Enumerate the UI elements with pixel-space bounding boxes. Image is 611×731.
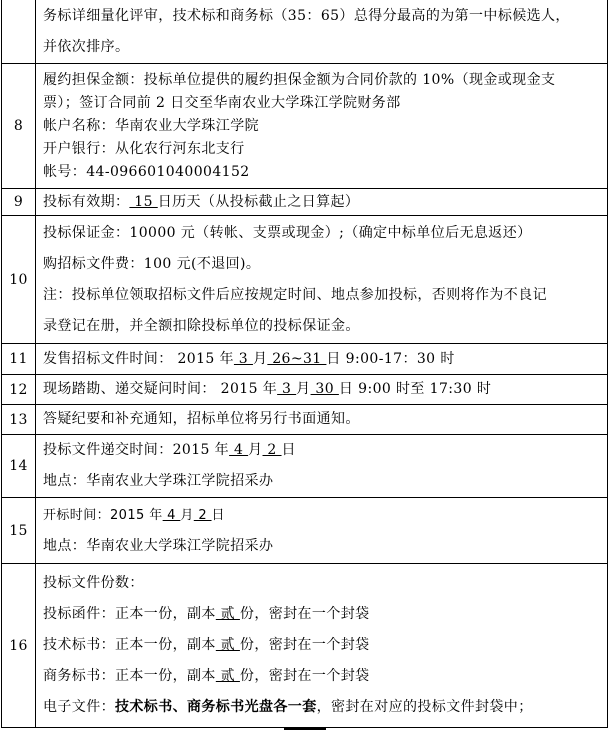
label-text: 日 9:00 时至 17:30 时	[338, 381, 492, 397]
label-text: 日历天（从投标截止之日算起）	[157, 193, 360, 210]
month-value: 4	[229, 442, 249, 458]
row-content	[36, 435, 608, 498]
copies-count: 贰	[215, 637, 240, 653]
row-content	[36, 564, 608, 728]
label-text: 投标文件递交时间：2015 年	[43, 442, 230, 458]
table-row	[2, 498, 608, 564]
row-content	[36, 498, 608, 564]
label-text: 月	[180, 507, 194, 523]
row-number: 16	[2, 564, 36, 728]
row-number: 10	[2, 216, 36, 344]
text-line: 答疑纪要和补充通知，招标单位将另行书面通知。	[43, 411, 360, 427]
row-content	[36, 344, 608, 375]
text-line: 开户银行：从化农行河东北支行	[43, 140, 245, 157]
row-number: 12	[2, 375, 36, 405]
row-content	[36, 405, 608, 435]
label-text: 月	[296, 381, 311, 397]
day-value: 2	[193, 507, 212, 523]
row-content	[36, 64, 608, 189]
table-row	[2, 405, 608, 435]
copies-count: 贰	[215, 606, 240, 622]
text-line: 票）；签订合同前 2 日交至华南农业大学珠江学院财务部	[43, 94, 401, 111]
table-row	[2, 344, 608, 375]
text-line: 录登记在册，并全额扣除投标单位的投标保证金。	[43, 317, 360, 334]
table-row	[2, 189, 608, 216]
location-text: 地点：华南农业大学珠江学院招采办	[43, 537, 274, 554]
day-value: 2	[262, 442, 282, 458]
validity-days: 15	[129, 193, 158, 210]
month-value: 3	[233, 350, 253, 367]
text-line: 帐户名称：华南农业大学珠江学院	[43, 117, 259, 134]
section-title: 投标文件份数：	[43, 575, 144, 591]
page-edge-mark	[284, 728, 326, 730]
row-content	[36, 216, 608, 344]
text-line: 履约担保金额：投标单位提供的履约担保金额为合同价款的 10%（现金或现金支	[43, 71, 556, 88]
label-text: 日	[211, 507, 225, 523]
label-text: 日	[281, 442, 296, 458]
row-number: 11	[2, 344, 36, 375]
table-row	[2, 435, 608, 498]
row-content	[36, 189, 608, 216]
table-row	[2, 564, 608, 728]
label-text: 月	[252, 350, 268, 367]
text-line: 投标保证金：10000 元（转帐、支票或现金）;（确定中标单位后无息返还）	[43, 224, 532, 241]
electronic-file-bold: 技术标书、商务标书光盘各一套	[115, 699, 317, 715]
row-content	[36, 0, 608, 64]
month-value: 4	[162, 507, 181, 523]
row-number	[2, 0, 36, 64]
month-value: 3	[277, 381, 297, 397]
table-row	[2, 216, 608, 344]
row-number: 9	[2, 189, 36, 216]
row-number: 15	[2, 498, 36, 564]
label-text: 日 9:00-17：30 时	[326, 350, 455, 367]
label-text: 开标时间：2015 年	[43, 507, 163, 523]
table-row	[2, 375, 608, 405]
location-text: 地点：华南农业大学珠江学院招采办	[43, 473, 274, 489]
row-content	[36, 375, 608, 405]
text-line: 帐号：44-096601040004152	[43, 163, 250, 180]
text-line: 并依次排序。	[43, 38, 130, 55]
text-line: 注：投标单位领取招标文件后应按规定时间、地点参加投标，否则将作为不良记	[43, 286, 547, 303]
label-text: 月	[248, 442, 263, 458]
row-number: 14	[2, 435, 36, 498]
text-line: 务标详细量化评审，技术标和商务标（35：65）总得分最高的为第一中标候选人，	[43, 7, 570, 24]
row-number: 8	[2, 64, 36, 189]
label-text: 现场踏勘、递交疑问时间： 2015 年	[43, 381, 278, 397]
day-value: 26~31	[267, 350, 327, 367]
electronic-file-item: 电子文件：技术标书、商务标书光盘各一套，密封在对应的投标文件封袋中；	[43, 699, 533, 715]
row-number: 13	[2, 405, 36, 435]
copies-item: 商务标书：正本一份，副本 贰 份，密封在一个封袋	[43, 668, 370, 684]
copies-item: 投标函件：正本一份，副本 贰 份，密封在一个封袋	[43, 606, 370, 622]
label-text: 投标有效期：	[43, 193, 130, 210]
copies-item: 技术标书：正本一份，副本 贰 份，密封在一个封袋	[43, 637, 370, 653]
label-text: 发售招标文件时间： 2015 年	[43, 350, 234, 367]
tender-info-table	[1, 0, 608, 728]
table-row	[2, 64, 608, 189]
text-line: 购招标文件费：100 元(不退回)。	[43, 255, 261, 272]
table-row	[2, 0, 608, 64]
copies-count: 贰	[215, 668, 240, 684]
day-value: 30	[310, 381, 339, 397]
